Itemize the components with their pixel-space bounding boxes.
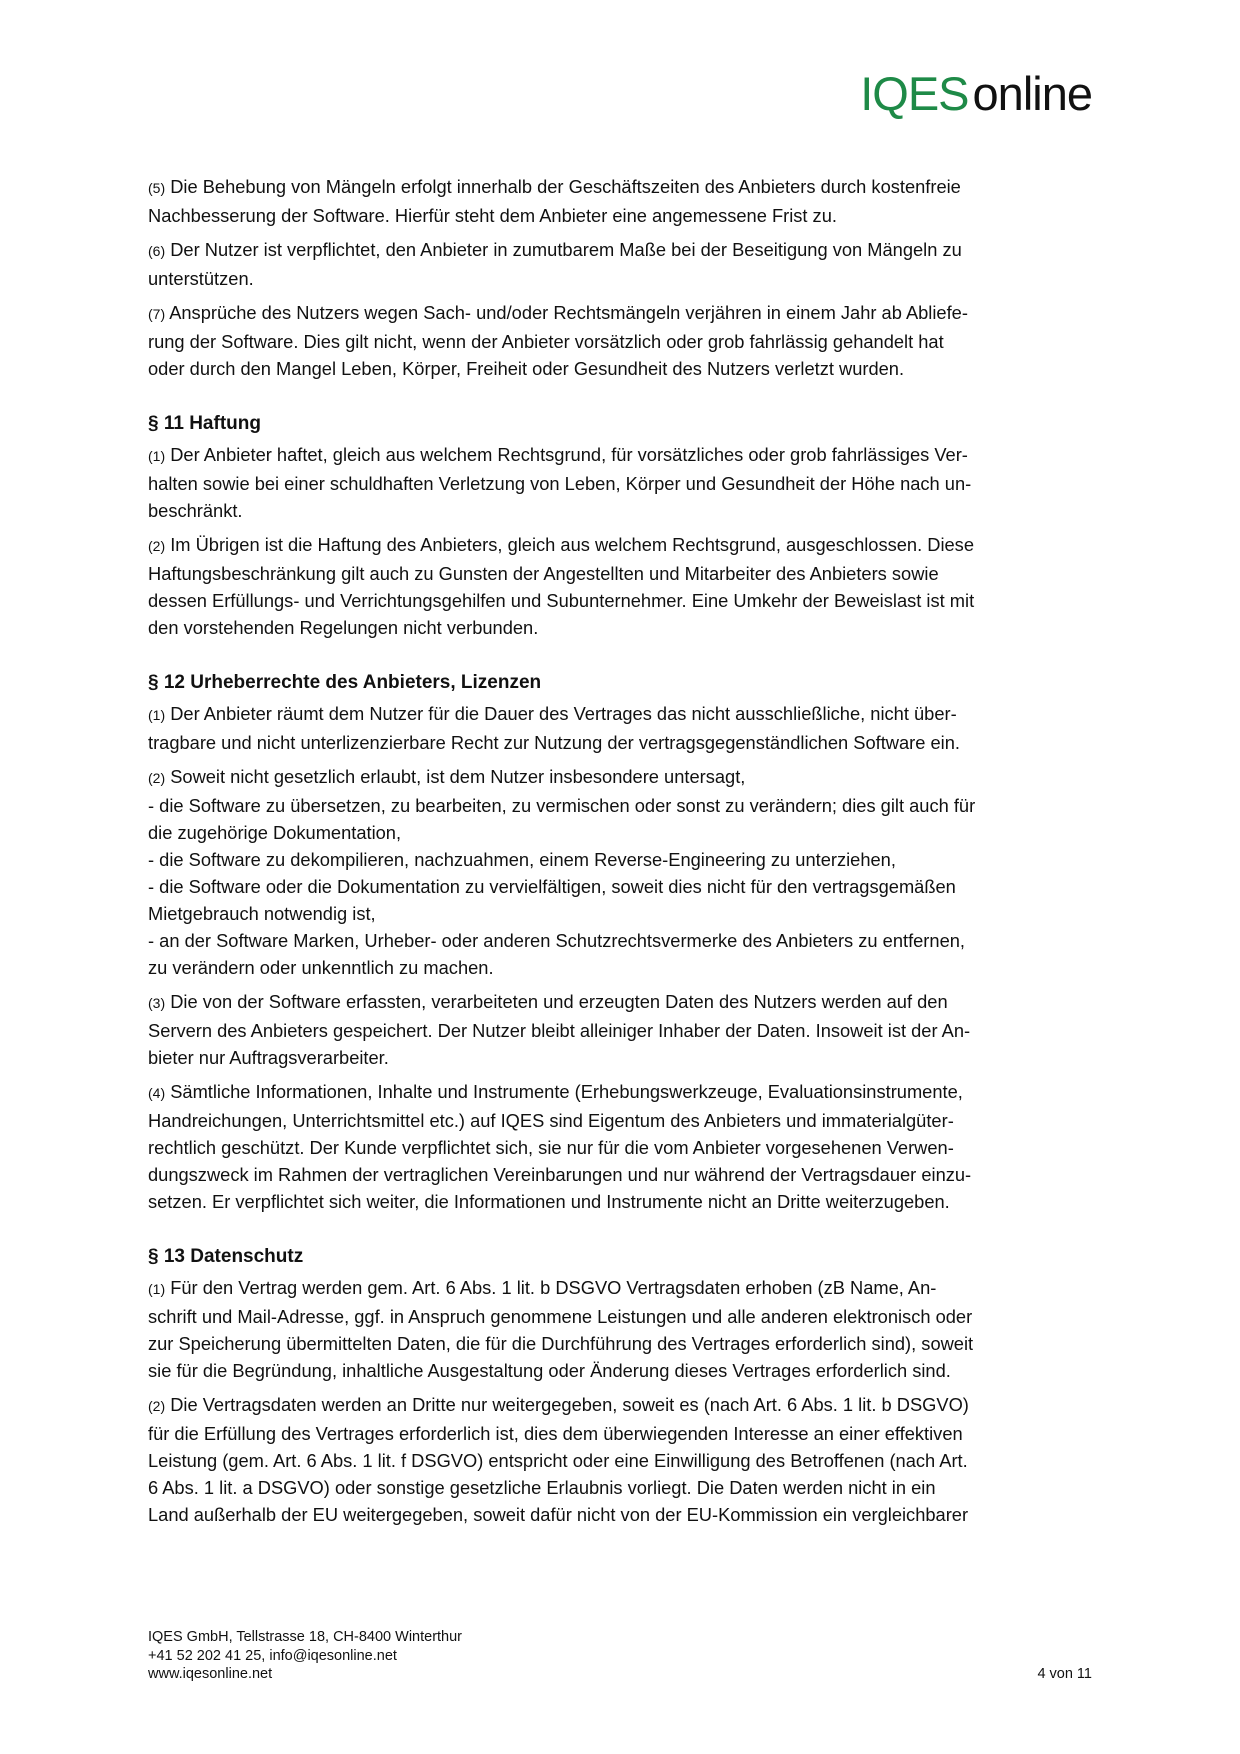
paragraph-text: tragbare und nicht unterlizenzierbare Recht zur Nutzung der vertragsgegenständlichen Software ein.: [148, 732, 960, 753]
paragraph-text: 6 Abs. 1 lit. a DSGVO) oder sonstige gesetzliche Erlaubnis vorliegt. Die Daten werden nicht in ein: [148, 1477, 936, 1498]
paragraph-text: - die Software zu dekompilieren, nachzuahmen, einem Reverse-Engineering zu unterziehen,: [148, 849, 896, 870]
paragraph-line: [148, 614, 1098, 641]
document-section: [148, 648, 1098, 1215]
paragraph-number: (6): [148, 243, 166, 259]
paragraph: [148, 236, 1098, 292]
paragraph-line: [148, 1134, 1098, 1161]
paragraph-text: Leistung (gem. Art. 6 Abs. 1 lit. f DSGVO) entspricht oder eine Einwilligung des Betroffenen (nach Art.: [148, 1450, 968, 1471]
paragraph-line: [148, 1501, 1098, 1528]
paragraph-text: Sämtliche Informationen, Inhalte und Instrumente (Erhebungswerkzeuge, Evaluationsinstrumente,: [165, 1081, 963, 1102]
paragraph-line: [148, 1447, 1098, 1474]
paragraph: [148, 531, 1098, 641]
paragraph-line: [148, 763, 1098, 792]
paragraph-line: [148, 1017, 1098, 1044]
paragraph-number: (1): [148, 448, 166, 464]
paragraph: [148, 1078, 1098, 1215]
paragraph-line: [148, 954, 1098, 981]
paragraph-line: [148, 173, 1098, 202]
paragraph-text: unterstützen.: [148, 268, 254, 289]
paragraph-line: [148, 1107, 1098, 1134]
paragraph-line: [148, 900, 1098, 927]
paragraph-line: [148, 819, 1098, 846]
paragraph-number: (2): [148, 1398, 166, 1414]
paragraph: [148, 763, 1098, 981]
paragraph-line: [148, 1330, 1098, 1357]
paragraph-text: Nachbesserung der Software. Hierfür steht dem Anbieter eine angemessene Frist zu.: [148, 205, 837, 226]
paragraph-text: - die Software oder die Dokumentation zu vervielfältigen, soweit dies nicht für den vertragsgemäßen: [148, 876, 956, 897]
paragraph-line: [148, 587, 1098, 614]
paragraph-text: - an der Software Marken, Urheber- oder anderen Schutzrechtsvermerke des Anbieters zu entfernen,: [148, 930, 965, 951]
section-heading: § 12 Urheberrechte des Anbieters, Lizenzen: [148, 672, 542, 693]
paragraph: [148, 700, 1098, 756]
paragraph-line: [148, 1303, 1098, 1330]
paragraph: [148, 1274, 1098, 1384]
paragraph-line: [148, 1188, 1098, 1215]
paragraph-text: setzen. Er verpflichtet sich weiter, die Informationen und Instrumente nicht an Dritte weiterzugeben.: [148, 1191, 950, 1212]
paragraph-line: [148, 531, 1098, 560]
paragraph-line: [148, 265, 1098, 292]
paragraph-line: [148, 1391, 1098, 1420]
paragraph-text: zur Speicherung übermittelten Daten, die für die Durchführung des Vertrages erforderlich sind), soweit: [148, 1333, 974, 1354]
paragraph-number: (5): [148, 180, 166, 196]
company-logo: [860, 68, 1092, 120]
paragraph-line: [148, 1357, 1098, 1384]
paragraph-line: [148, 988, 1098, 1017]
paragraph-text: dungszweck im Rahmen der vertraglichen Vereinbarungen und nur während der Vertragsdauer einzu-: [148, 1164, 972, 1185]
paragraph-number: (1): [148, 1281, 166, 1297]
paragraph: [148, 299, 1098, 382]
section-spacer: [148, 648, 1098, 669]
paragraph-line: [148, 700, 1098, 729]
paragraph-text: Mietgebrauch notwendig ist,: [148, 903, 376, 924]
paragraph-text: Der Anbieter haftet, gleich aus welchem Rechtsgrund, für vorsätzliches oder grob fahrlässiges Ver-: [165, 444, 968, 465]
paragraph-line: [148, 1420, 1098, 1447]
paragraph-number: (7): [148, 306, 166, 322]
paragraph-text: Der Anbieter räumt dem Nutzer für die Dauer des Vertrages das nicht ausschließliche, nicht über-: [165, 703, 957, 724]
paragraph-text: oder durch den Mangel Leben, Körper, Freiheit oder Gesundheit des Nutzers verletzt wurden.: [148, 358, 905, 379]
section-spacer: [148, 389, 1098, 410]
paragraph-text: Ansprüche des Nutzers wegen Sach- und/oder Rechtsmängeln verjähren in einem Jahr ab Abliefe-: [165, 302, 968, 323]
paragraph-text: schrift und Mail-Adresse, ggf. in Anspruch genommene Leistungen und alle anderen elektronisch oder: [148, 1306, 973, 1327]
paragraph-line: [148, 846, 1098, 873]
paragraph-line: [148, 441, 1098, 470]
paragraph-text: dessen Erfüllungs- und Verrichtungsgehilfen und Subunternehmer. Eine Umkehr der Beweislast ist mit: [148, 590, 975, 611]
paragraph-line: [148, 792, 1098, 819]
paragraph-text: Die Behebung von Mängeln erfolgt innerhalb der Geschäftszeiten des Anbieters durch kostenfreie: [165, 176, 961, 197]
paragraph-text: Im Übrigen ist die Haftung des Anbieters, gleich aus welchem Rechtsgrund, ausgeschlossen. Diese: [165, 534, 974, 555]
paragraph-line: [148, 1161, 1098, 1188]
paragraph-text: Der Nutzer ist verpflichtet, den Anbieter in zumutbarem Maße bei der Beseitigung von Mängeln zu: [165, 239, 962, 260]
paragraph: [148, 441, 1098, 524]
paragraph-number: (2): [148, 770, 166, 786]
paragraph-line: [148, 1078, 1098, 1107]
paragraph-number: (2): [148, 538, 166, 554]
paragraph-text: Die von der Software erfassten, verarbeiteten und erzeugten Daten des Nutzers werden auf den: [165, 991, 948, 1012]
paragraph-line: [148, 355, 1098, 382]
paragraph-line: [148, 927, 1098, 954]
section-heading: § 13 Datenschutz: [148, 1246, 304, 1267]
paragraph-text: Handreichungen, Unterrichtsmittel etc.) auf IQES sind Eigentum des Anbieters und immaterialgüter-: [148, 1110, 954, 1131]
paragraph-text: rechtlich geschützt. Der Kunde verpflichtet sich, sie nur für die vom Anbieter vorgesehenen Verwen-: [148, 1137, 954, 1158]
document-section: [148, 1222, 1098, 1528]
paragraph-line: [148, 1474, 1098, 1501]
paragraph-line: [148, 560, 1098, 587]
paragraph-text: Für den Vertrag werden gem. Art. 6 Abs. 1 lit. b DSGVO Vertragsdaten erhoben (zB Name, An-: [165, 1277, 937, 1298]
paragraph-line: [148, 470, 1098, 497]
paragraph-line: [148, 202, 1098, 229]
paragraph-line: [148, 328, 1098, 355]
paragraph-line: [148, 729, 1098, 756]
paragraph-number: (4): [148, 1085, 166, 1101]
footer-website: www.iqesonline.net: [148, 1666, 273, 1682]
paragraph-text: halten sowie bei einer schuldhaften Verletzung von Leben, Körper und Gesundheit der Höhe nach un-: [148, 473, 972, 494]
paragraph-line: [148, 1274, 1098, 1303]
paragraph-text: Soweit nicht gesetzlich erlaubt, ist dem Nutzer insbesondere untersagt,: [165, 766, 746, 787]
paragraph-text: bieter nur Auftragsverarbeiter.: [148, 1047, 389, 1068]
paragraph: [148, 988, 1098, 1071]
paragraph-line: [148, 873, 1098, 900]
paragraph-line: [148, 299, 1098, 328]
page-number: 4 von 11: [1037, 1666, 1092, 1682]
document-body: [148, 173, 1098, 1535]
paragraph-line: [148, 497, 1098, 524]
paragraph-text: Haftungsbeschränkung gilt auch zu Gunsten der Angestellten und Mitarbeiter des Anbieters sowie: [148, 563, 939, 584]
paragraph: [148, 173, 1098, 229]
paragraph-text: zu verändern oder unkenntlich zu machen.: [148, 957, 494, 978]
footer-contact: +41 52 202 41 25, info@iqesonline.net: [148, 1647, 397, 1664]
page-footer: [148, 1628, 1092, 1684]
paragraph-line: [148, 236, 1098, 265]
paragraph-text: Servern des Anbieters gespeichert. Der Nutzer bleibt alleiniger Inhaber der Daten. Insoweit ist der An-: [148, 1020, 971, 1041]
paragraph-text: für die Erfüllung des Vertrages erforderlich ist, dies dem überwiegenden Interesse an einer effektiven: [148, 1423, 963, 1444]
logo-text-online: online: [972, 67, 1092, 120]
logo-text-iqes: IQES: [860, 67, 969, 120]
paragraph-number: (1): [148, 707, 166, 723]
paragraph-text: den vorstehenden Regelungen nicht verbunden.: [148, 617, 539, 638]
footer-address: IQES GmbH, Tellstrasse 18, CH-8400 Winterthur: [148, 1629, 463, 1645]
paragraph: [148, 1391, 1098, 1528]
section-heading: § 11 Haftung: [148, 413, 261, 434]
paragraph-text: Die Vertragsdaten werden an Dritte nur weitergegeben, soweit es (nach Art. 6 Abs. 1 lit. b DSGVO): [165, 1394, 969, 1415]
document-section: [148, 389, 1098, 641]
paragraph-text: sie für die Begründung, inhaltliche Ausgestaltung oder Änderung dieses Vertrages erforderlich sind.: [148, 1360, 951, 1381]
paragraph-text: - die Software zu übersetzen, zu bearbeiten, zu vermischen oder sonst zu verändern; dies gilt auch für: [148, 795, 976, 816]
paragraph-line: [148, 1044, 1098, 1071]
paragraph-text: die zugehörige Dokumentation,: [148, 822, 402, 843]
section-spacer: [148, 1222, 1098, 1243]
document-section: [148, 173, 1098, 382]
paragraph-number: (3): [148, 995, 166, 1011]
paragraph-text: Land außerhalb der EU weitergegeben, soweit dafür nicht von der EU-Kommission ein vergleichbarer: [148, 1504, 969, 1525]
paragraph-text: beschränkt.: [148, 500, 243, 521]
paragraph-text: rung der Software. Dies gilt nicht, wenn der Anbieter vorsätzlich oder grob fahrlässig gehandelt hat: [148, 331, 944, 352]
